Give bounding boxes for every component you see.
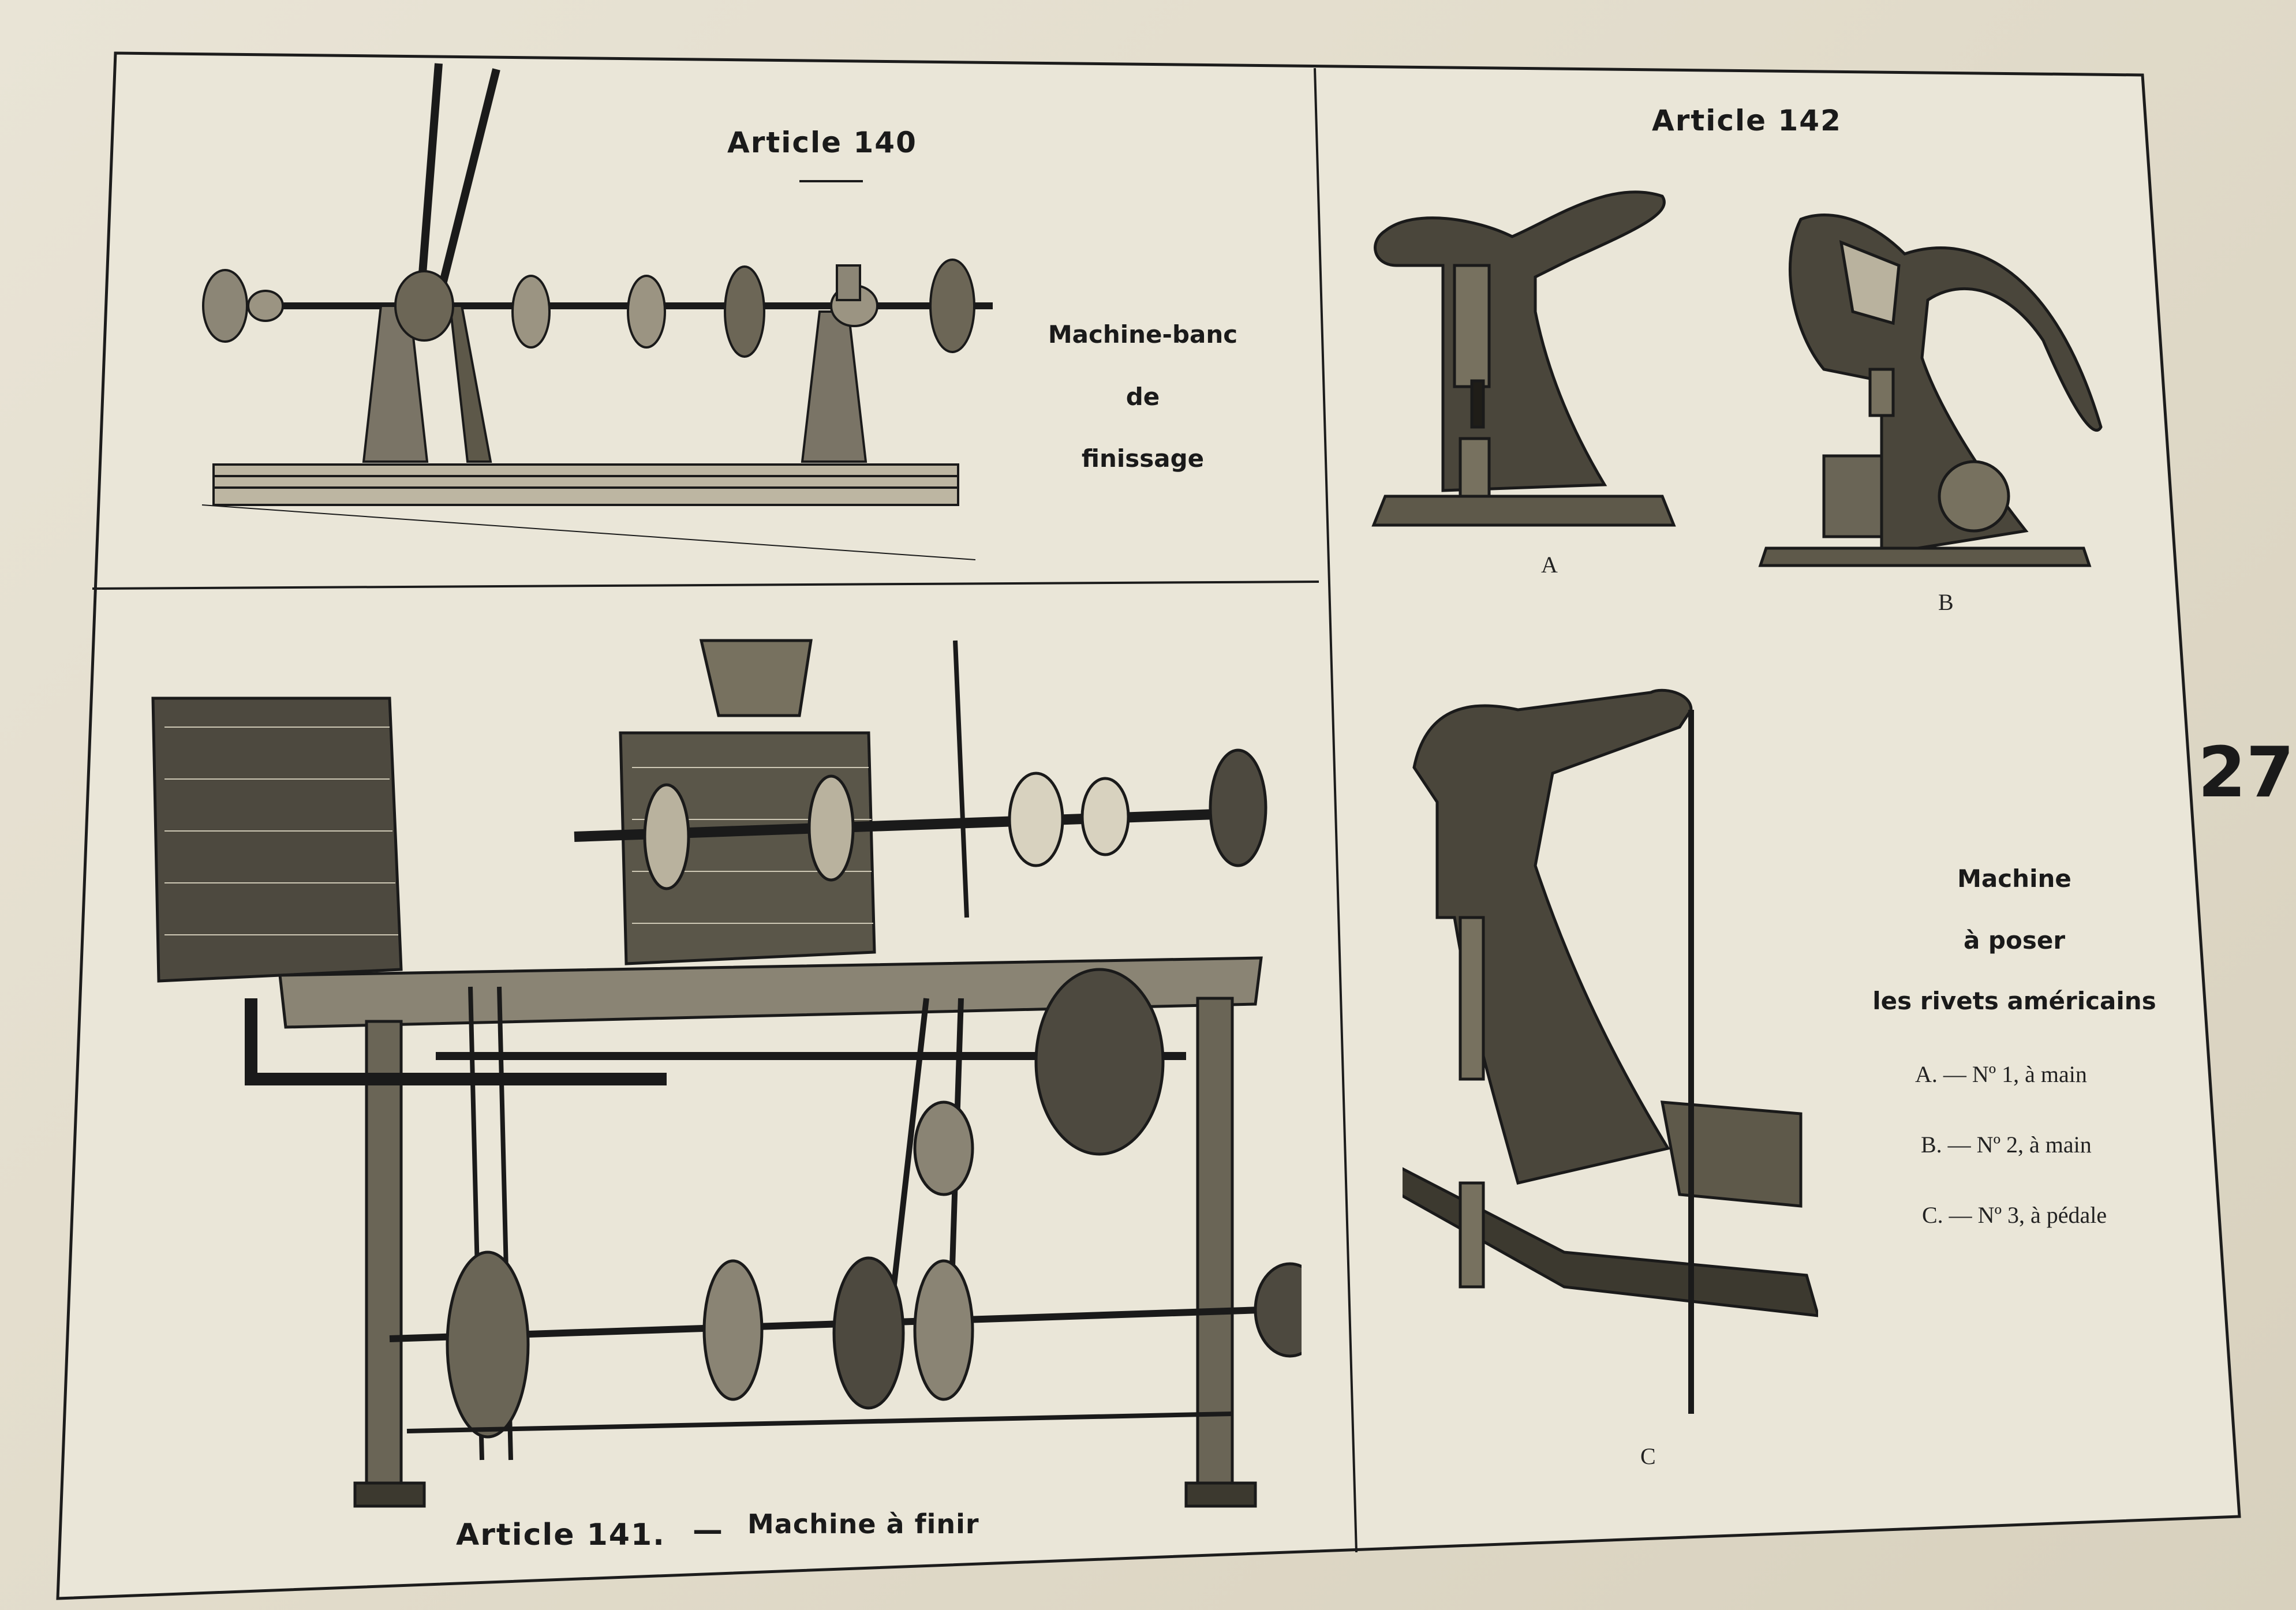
rivet-press-a-illustration [1362, 185, 1685, 542]
legend-item-c: C. — Nº 3, à pédale [1922, 1202, 2107, 1228]
article-142-caption-line-2: à poser [1963, 926, 2066, 954]
article-142-caption-line-3: les rivets américains [1872, 987, 2156, 1015]
article-141-dash: — [693, 1513, 724, 1548]
rivet-press-b-illustration [1755, 208, 2124, 577]
legend-item-b: B. — Nº 2, à main [1921, 1132, 2092, 1158]
finishing-bench-illustration [190, 58, 1010, 577]
legend-item-a: A. — Nº 1, à main [1915, 1061, 2087, 1087]
article-140-caption-line-3: finissage [1081, 444, 1205, 473]
press-b-label: B [1938, 589, 1954, 615]
article-141-heading: Article 141. [456, 1518, 665, 1552]
article-141-caption: Machine à finir [747, 1508, 979, 1540]
article-140-heading: Article 140 [727, 126, 917, 159]
article-140-caption-line-1: Machine-banc [1048, 320, 1238, 349]
article-142-caption-line-1: Machine [1957, 864, 2071, 893]
page-number: 27 [2198, 733, 2294, 813]
finishing-machine-illustration [147, 629, 1302, 1518]
article-140-caption-line-2: de [1125, 383, 1160, 411]
rivet-press-c-illustration [1403, 675, 1818, 1431]
press-c-label: C [1640, 1443, 1656, 1469]
article-142-heading: Article 142 [1652, 104, 1842, 137]
press-a-label: A [1541, 552, 1558, 578]
